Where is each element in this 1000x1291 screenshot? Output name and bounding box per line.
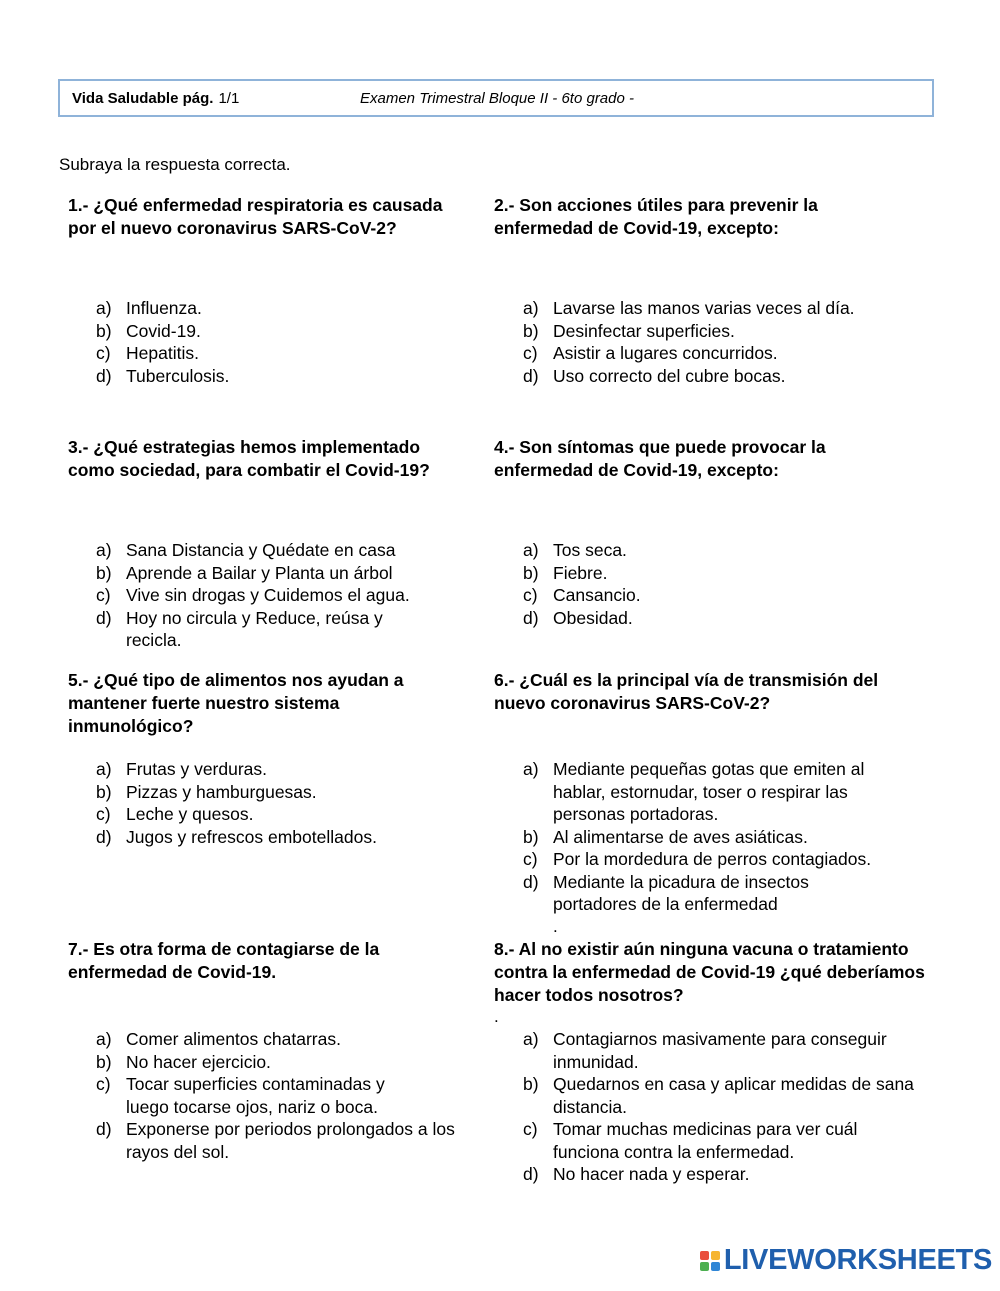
option-c[interactable]: c) Tomar muchas medicinas para ver cuál funciona contra la enfermedad. [523, 1119, 858, 1162]
option-c[interactable]: c) Asistir a lugares concurridos. [523, 343, 778, 363]
option-a[interactable]: a) Comer alimentos chatarras. [96, 1029, 341, 1049]
option-d[interactable]: d) No hacer nada y esperar. [523, 1164, 750, 1184]
logo-mark-icon [700, 1251, 720, 1271]
options-list [523, 1028, 933, 1186]
options-list [523, 758, 918, 916]
stray-dot: . [494, 1007, 499, 1026]
option-a[interactable]: a) Frutas y verduras. [96, 759, 268, 779]
option-b[interactable]: b) Covid-19. [96, 320, 201, 341]
option-d[interactable]: d) Hoy no circula y Reduce, reúsa y recicla. [96, 607, 383, 650]
option-a[interactable]: a) Lavarse las manos varias veces al día. [523, 298, 855, 318]
option-a[interactable]: a) Mediante pequeñas gotas que emiten al hablar, estornudar, toser o respirar las personas portadoras. [523, 759, 865, 824]
question-text: 4.- Son síntomas que puede provocar la enfermedad de Covid-19, excepto: [494, 437, 826, 480]
option-b[interactable]: b) Quedarnos en casa y aplicar medidas de sana distancia. [523, 1074, 914, 1117]
option-c[interactable]: c) Cansancio. [523, 585, 641, 605]
options-list [96, 539, 456, 652]
options-list [96, 758, 456, 848]
question-text: 7.- Es otra forma de contagiarse de la enfermedad de Covid-19. [68, 939, 380, 982]
question-text: 6.- ¿Cuál es la principal vía de transmisión del nuevo coronavirus SARS-CoV-2? [494, 670, 879, 713]
option-d[interactable]: d) Tuberculosis. [96, 365, 230, 386]
question-text: 1.- ¿Qué enfermedad respiratoria es causada por el nuevo coronavirus SARS-CoV-2? [68, 195, 443, 238]
logo-square-green [700, 1262, 709, 1271]
page-number: 1/1 [218, 89, 240, 107]
option-b[interactable]: b) Pizzas y hamburguesas. [96, 781, 317, 802]
option-c[interactable]: c) Vive sin drogas y Cuidemos el agua. [96, 585, 410, 605]
options-list [96, 1028, 456, 1163]
logo-text: LIVEWORKSHEETS [723, 1244, 992, 1276]
option-d[interactable]: d) Exponerse por periodos prolongados a los rayos del sol. [96, 1119, 455, 1162]
logo-square-yellow [711, 1251, 720, 1260]
option-a[interactable]: a) Influenza. [96, 298, 202, 318]
option-c[interactable]: c) Leche y quesos. [96, 804, 254, 824]
logo-square-blue [711, 1262, 720, 1271]
option-a[interactable]: a) Tos seca. [523, 540, 627, 560]
exam-title: Examen Trimestral Bloque II - 6to grado - [360, 89, 634, 107]
question-text: 5.- ¿Qué tipo de alimentos nos ayudan a mantener fuerte nuestro sistema inmunológico? [68, 670, 404, 736]
option-d[interactable]: d) Jugos y refrescos embotellados. [96, 826, 377, 847]
instructions: Subraya la respuesta correcta. [59, 155, 291, 174]
question-4 [494, 436, 914, 482]
option-b[interactable]: b) Desinfectar superficies. [523, 320, 735, 341]
question-text: 8.- Al no existir aún ninguna vacuna o tratamiento contra la enfermedad de Covid-19 ¿qué deberíamos hacer todos nosotros? [494, 939, 925, 1005]
logo-square-red [700, 1251, 709, 1260]
question-6 [494, 669, 934, 715]
option-b[interactable]: b) Al alimentarse de aves asiáticas. [523, 826, 808, 847]
option-b[interactable]: b) No hacer ejercicio. [96, 1051, 271, 1072]
question-1 [68, 194, 468, 240]
question-text: 3.- ¿Qué estrategias hemos implementado como sociedad, para combatir el Covid-19? [68, 437, 430, 480]
question-text: 2.- Son acciones útiles para prevenir la enfermedad de Covid-19, excepto: [494, 195, 818, 238]
options-list [523, 297, 923, 387]
option-c[interactable]: c) Por la mordedura de perros contagiados. [523, 849, 872, 869]
option-d[interactable]: d) Obesidad. [523, 607, 633, 628]
option-d[interactable]: d) Mediante la picadura de insectos portadores de la enfermedad [523, 871, 809, 914]
options-list [523, 539, 923, 629]
question-3 [68, 436, 468, 482]
option-a[interactable]: a) Contagiarnos masivamente para conseguir inmunidad. [523, 1029, 887, 1072]
question-7 [68, 938, 448, 984]
options-list [96, 297, 456, 387]
option-b[interactable]: b) Aprende a Bailar y Planta un árbol [96, 562, 393, 583]
question-5 [68, 669, 468, 738]
option-a[interactable]: a) Sana Distancia y Quédate en casa [96, 540, 396, 560]
option-c[interactable]: c) Hepatitis. [96, 343, 199, 363]
question-8 [494, 938, 934, 1007]
option-d[interactable]: d) Uso correcto del cubre bocas. [523, 365, 786, 386]
option-c[interactable]: c) Tocar superficies contaminadas y luego tocarse ojos, nariz o boca. [96, 1074, 385, 1117]
option-b[interactable]: b) Fiebre. [523, 562, 608, 583]
header-box [58, 79, 934, 117]
liveworksheets-logo [700, 1244, 992, 1277]
stray-dot: . [553, 917, 558, 936]
question-2 [494, 194, 914, 240]
subject-title: Vida Saludable pág. [72, 89, 214, 107]
